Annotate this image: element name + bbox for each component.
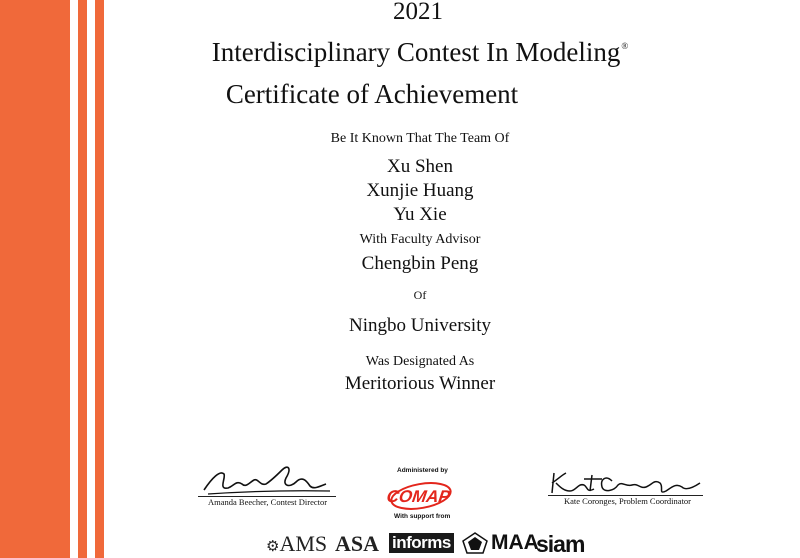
left-signature-caption: Amanda Beecher, Contest Director xyxy=(208,497,328,507)
right-signature-block xyxy=(548,465,708,510)
maa-logo: MAA xyxy=(491,531,539,554)
team-member-2: Xunjie Huang xyxy=(366,180,474,201)
team-member-1: Xu Shen xyxy=(387,156,453,177)
certificate-title xyxy=(120,79,720,110)
advisor-label: With Faculty Advisor xyxy=(359,232,481,247)
comap-logo-graphic xyxy=(386,478,456,511)
institution-name: Ningbo University xyxy=(349,315,491,336)
support-label: With support from xyxy=(394,513,451,520)
contest-title xyxy=(120,37,720,68)
registered-mark: ® xyxy=(621,41,629,51)
certificate-year: 2021 xyxy=(393,0,443,25)
designation-label: Was Designated As xyxy=(365,354,475,369)
left-orange-stripe-1 xyxy=(78,0,87,558)
intro-text: Be It Known That The Team Of xyxy=(330,131,510,146)
contest-title-text: Interdisciplinary Contest In Modeling xyxy=(211,37,621,67)
comap-logo xyxy=(386,478,456,511)
ams-logo-text: AMS xyxy=(279,531,328,556)
team-member-3: Yu Xie xyxy=(393,204,447,225)
right-signature-caption: Kate Coronges, Problem Coordinator xyxy=(564,496,692,506)
left-signature-block xyxy=(198,460,338,510)
svg-text:COMAP: COMAP xyxy=(386,487,452,506)
ams-logo: ⚙AMS xyxy=(266,531,328,556)
administered-by-label: Administered by xyxy=(397,467,448,474)
maa-icon xyxy=(461,531,489,555)
left-orange-band xyxy=(0,0,70,558)
certificate-title-text: Certificate of Achievement xyxy=(225,79,519,109)
siam-logo: siam xyxy=(536,531,585,557)
informs-logo: informs xyxy=(389,533,454,553)
designation-value: Meritorious Winner xyxy=(344,373,496,394)
right-signature-graphic xyxy=(548,465,708,499)
of-label: Of xyxy=(413,288,427,302)
advisor-name: Chengbin Peng xyxy=(361,253,479,274)
asa-logo: ASA xyxy=(335,531,380,556)
left-orange-stripe-2 xyxy=(95,0,104,558)
